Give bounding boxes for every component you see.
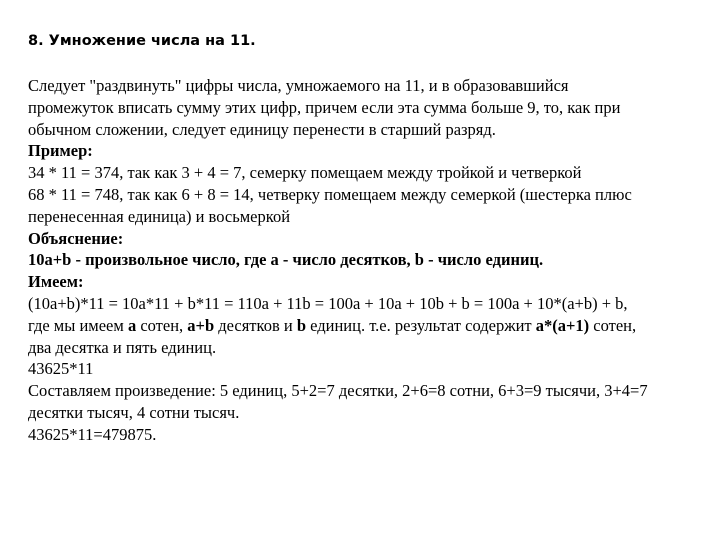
result-bold-a-plus-b: a+b [187, 315, 215, 335]
result-line [28, 315, 708, 337]
result-text-4: единиц. т.е. результат содержит [306, 315, 536, 335]
example-heading: Пример: [28, 141, 93, 161]
result-bold-product: a*(a+1) [535, 315, 590, 335]
slide-body [28, 75, 708, 446]
result-text-3: десятков и [214, 315, 297, 335]
result-bold-a: a [127, 315, 137, 335]
example2-line-4: 43625*11=479875. [28, 424, 157, 444]
example2-line-1: 43625*11 [28, 359, 94, 379]
intro-line-3: обычном сложении, следует единицу перенести в старший разряд. [28, 119, 496, 139]
intro-line-2: промежуток вписать сумму этих цифр, причем если эта сумма больше 9, то, как при [28, 97, 621, 117]
slide-title: 8. Умножение числа на 11. [28, 33, 256, 49]
result-text-1: где мы имеем [28, 315, 128, 335]
example-line-2: 68 * 11 = 748, так как 6 + 8 = 14, четверку помещаем между семеркой (шестерка плюс [28, 184, 632, 204]
result-text-2: сотен, [136, 315, 188, 335]
example2-line-3: десятки тысяч, 4 сотни тысяч. [28, 402, 240, 422]
example-line-3: перенесенная единица) и восьмеркой [28, 206, 291, 226]
example2-line-2: Составляем произведение: 5 единиц, 5+2=7 десятки, 2+6=8 сотни, 6+3=9 тысячи, 3+4=7 [28, 381, 648, 401]
intro-line-1: Следует "раздвинуть" цифры числа, умножаемого на 11, и в образовавшийся [28, 76, 569, 95]
formula-line: (10a+b)*11 = 10a*11 + b*11 = 110a + 11b = 100a + 10a + 10b + b = 100a + 10*(a+b) + b, [28, 293, 628, 313]
explanation-definition: 10a+b - произвольное число, где a - число десятков, b - число единиц. [28, 250, 544, 270]
explanation-heading: Объяснение: [28, 228, 124, 248]
result-line-2: два десятка и пять единиц. [28, 337, 217, 357]
have-heading: Имеем: [28, 272, 84, 292]
result-bold-b: b [296, 315, 307, 335]
example-line-1: 34 * 11 = 374, так как 3 + 4 = 7, семерку помещаем между тройкой и четверкой [28, 163, 582, 183]
result-text-5: сотен, [589, 315, 637, 335]
